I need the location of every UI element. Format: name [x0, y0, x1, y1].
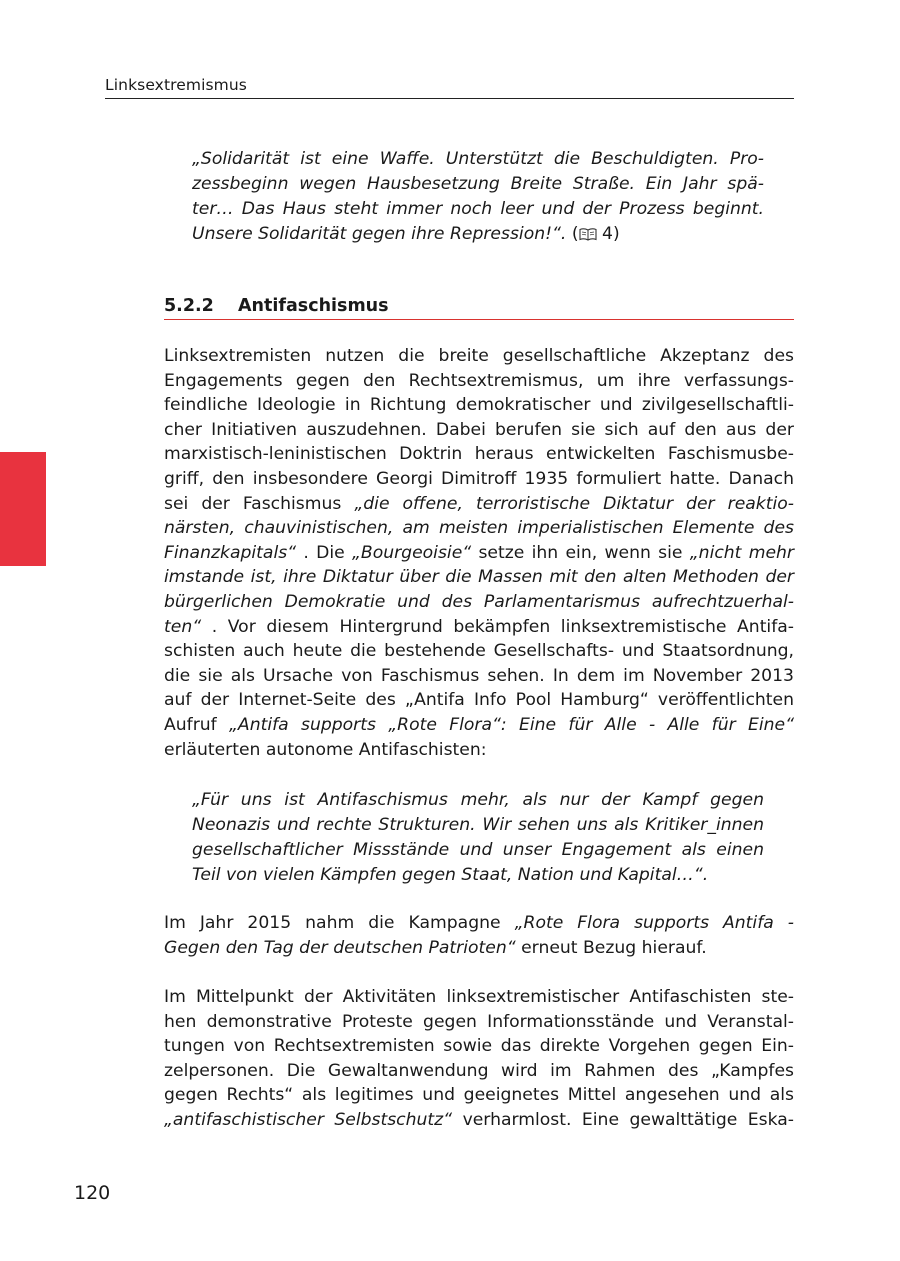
quote-solidaritaet [192, 147, 764, 249]
chapter-thumb-tab [0, 452, 46, 566]
para-line: närsten, chauvinistischen, am meisten imperialistischen Elemente des [164, 518, 794, 539]
para-line: gegen Rechts“ als legitimes und geeignetes Mittel angesehen und als [164, 1085, 794, 1106]
para-line [164, 492, 794, 517]
quote-line: „Solidarität ist eine Waffe. Unterstützt die Beschuldigten. Pro- [192, 149, 764, 169]
citation-italic: Finanzkapitals“ [164, 542, 297, 563]
reference-close: ) [612, 224, 620, 244]
citation-italic: Gegen den Tag der deutschen Patrioten“ [164, 937, 516, 958]
paragraph-antifaschismus [164, 344, 794, 762]
citation-italic: „Rote Flora supports Antifa - [514, 913, 794, 933]
paragraph-kampagne [164, 911, 794, 960]
quote-line: gesellschaftlicher Missstände und unser Engagement als einen [192, 840, 764, 860]
para-line: erläuterten autonome Antifaschisten: [164, 739, 487, 760]
para-line [164, 713, 794, 738]
quote-line: ter… Das Haus steht immer noch leer und der Prozess beginnt. [192, 199, 764, 219]
para-line: zelpersonen. Die Gewaltanwendung wird im Rahmen des „Kampfes [164, 1060, 794, 1081]
para-line: tungen von Rechtsextremisten sowie das direkte Vorgehen gegen Ein- [164, 1036, 794, 1057]
header-rule [105, 98, 794, 99]
quote-line: Neonazis und rechte Strukturen. Wir sehen uns als Kritiker_innen [192, 815, 764, 835]
citation-italic: ten“ [164, 616, 202, 637]
para-line: hen demonstrative Proteste gegen Informationsstände und Veranstal- [164, 1011, 794, 1032]
para-line: griff, den insbesondere Georgi Dimitroff 1935 formuliert hatte. Danach [164, 468, 794, 489]
quote-last-text: Unsere Solidarität gegen ihre Repression!“. [192, 224, 567, 244]
paragraph-aktivitaeten [164, 985, 794, 1133]
reference-open: ( [566, 224, 579, 244]
para-line: die sie als Ursache von Faschismus sehen. In dem im November 2013 [164, 665, 794, 686]
text: . Vor diesem Hintergrund bekämpfen linksextremistische Antifa- [211, 616, 794, 637]
section-number: 5.2.2 [164, 296, 214, 316]
para-line: feindliche Ideologie in Richtung demokratischer und zivilgesellschaftli- [164, 395, 794, 416]
para-line: schisten auch heute die bestehende Gesellschafts- und Staatsordnung, [164, 641, 794, 662]
para-line: bürgerlichen Demokratie und des Parlamentarismus aufrechtzuerhal- [164, 591, 794, 612]
para-line: Linksextremisten nutzen die breite gesellschaftliche Akzeptanz des [164, 346, 794, 366]
quote-antifaschismus [192, 788, 764, 888]
citation-italic: „Bourgeoisie“ [352, 542, 472, 563]
citation-italic: „die offene, terroristische Diktatur der reaktio- [354, 493, 794, 514]
page-number: 120 [74, 1182, 111, 1204]
book-icon [579, 224, 597, 249]
para-line: marxistisch-leninistischen Doktrin heraus entwickelten Faschismusbe- [164, 444, 794, 465]
para-line [164, 541, 794, 566]
para-line: auf der Internet-Seite des „Antifa Info Pool Hamburg“ veröffentlichten [164, 690, 794, 711]
quote-line: „Für uns ist Antifaschismus mehr, als nur der Kampf gegen [192, 790, 764, 810]
para-line: imstande ist, ihre Diktatur über die Massen mit den alten Methoden der [164, 567, 794, 588]
para-line: Engagements gegen den Rechtsextremismus, um ihre verfassungs- [164, 370, 794, 391]
para-line [164, 615, 794, 640]
reference-number: 4 [596, 224, 613, 244]
running-head-title: Linksextremismus [105, 76, 247, 94]
text: setze ihn ein, wenn sie [478, 542, 690, 563]
quote-line: Teil von vielen Kämpfen gegen Staat, Nation und Kapital…“. [192, 865, 709, 885]
quote-line-last [192, 222, 764, 249]
text: erneut Bezug hierauf. [515, 937, 707, 958]
para-line: cher Initiativen auszudehnen. Dabei berufen sie sich auf den aus der [164, 419, 794, 440]
text: verharmlost. Eine gewalttätige Eska- [462, 1109, 794, 1130]
para-line: Im Mittelpunkt der Aktivitäten linksextremistischer Antifaschisten ste- [164, 987, 794, 1007]
citation-italic: „Antifa supports „Rote Flora“: Eine für Alle - Alle für Eine“ [229, 714, 794, 735]
section-title: Antifaschismus [238, 296, 389, 316]
citation-italic: „nicht mehr [689, 542, 794, 563]
para-line [164, 1108, 794, 1133]
section-heading [164, 296, 794, 320]
para-line [164, 936, 794, 961]
citation-italic: „antifaschistischer Selbstschutz“ [164, 1109, 453, 1130]
text: sei der Faschismus [164, 493, 355, 514]
text: Aufruf [164, 714, 230, 735]
quote-line: zessbeginn wegen Hausbesetzung Breite Straße. Ein Jahr spä- [192, 174, 764, 194]
para-line [164, 911, 794, 936]
text: Im Jahr 2015 nahm die Kampagne [164, 913, 515, 933]
text: . Die [303, 542, 353, 563]
